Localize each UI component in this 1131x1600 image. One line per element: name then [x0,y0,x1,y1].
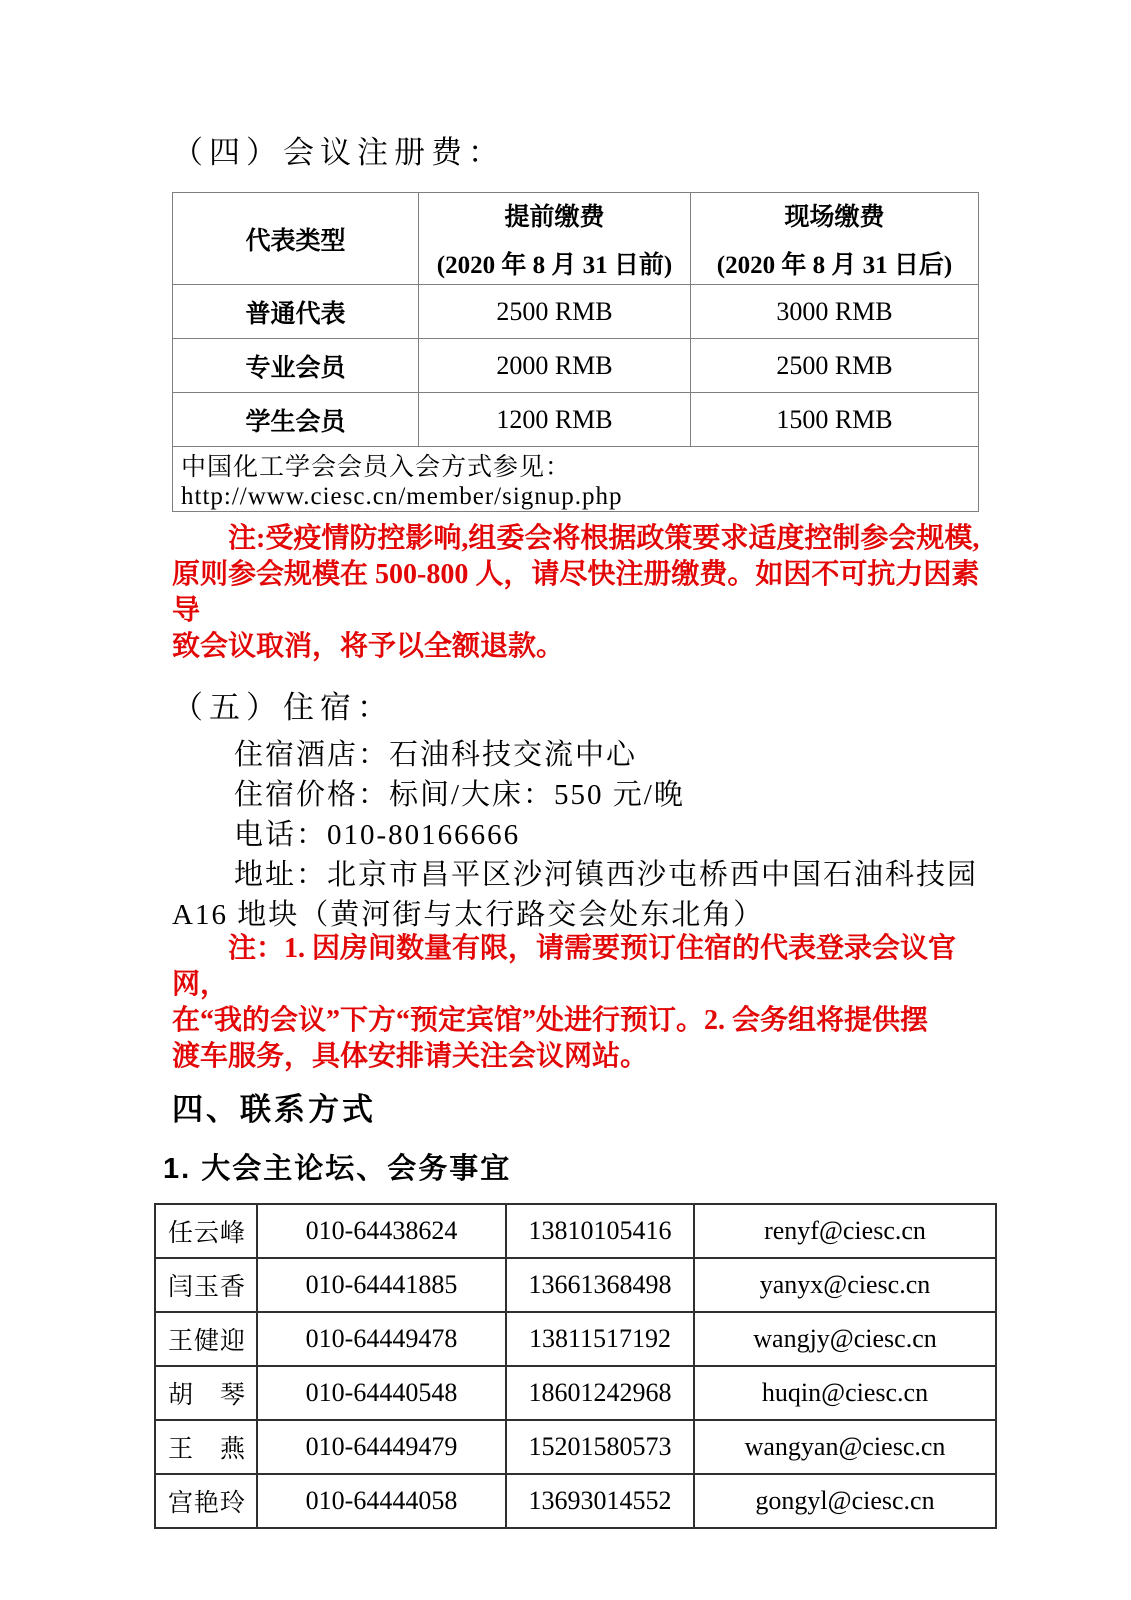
contact-email-cell: huqin@ciesc.cn [694,1366,996,1420]
hotel-note [172,931,986,1075]
fee-type-cell: 专业会员 [173,339,419,393]
contact-mobile-cell: 13693014552 [506,1474,694,1528]
fee-note-line: 原则参会规模在 500-800 人，请尽快注册缴费。如因不可抗力因素导 [172,559,980,626]
fee-early-cell: 2500 RMB [419,285,691,339]
fee-header-onsite-cell [691,193,979,285]
fee-header-type-cell: 代表类型 [173,193,419,285]
fee-early-cell: 2000 RMB [419,339,691,393]
hotel-info-line: 电话：010-80166666 [234,819,521,851]
contact-section-heading: 四、联系方式 [172,1092,376,1127]
contact-table-row [155,1312,996,1366]
fee-table-row [173,393,979,447]
fee-header-onsite-date: (2020 年 8 月 31 日后) [716,251,953,279]
contact-phone-cell: 010-64440548 [257,1366,506,1420]
contact-email-cell: gongyl@ciesc.cn [694,1474,996,1528]
fee-note-line: 致会议取消，将予以全额退款。 [172,631,565,662]
contact-subheading: 1. 大会主论坛、会务事宜 [163,1153,512,1185]
contact-name-cell: 闫玉香 [155,1258,257,1312]
contact-table-row [155,1420,996,1474]
fee-note [172,521,986,665]
contact-mobile-cell: 18601242968 [506,1366,694,1420]
contact-table-row [155,1366,996,1420]
fee-onsite-cell: 2500 RMB [691,339,979,393]
hotel-info-line: 住宿酒店：石油科技交流中心 [234,739,638,771]
contact-phone-cell: 010-64441885 [257,1258,506,1312]
contact-name-cell: 任云峰 [155,1204,257,1258]
hotel-info [172,735,986,935]
fee-section-heading: （四）会议注册费： [172,135,505,170]
hotel-section-heading: （五）住宿： [172,690,394,725]
contact-phone-cell: 010-64449478 [257,1312,506,1366]
contact-phone-cell: 010-64438624 [257,1204,506,1258]
hotel-info-line: 住宿价格：标间/大床：550 元/晚 [234,779,685,811]
contact-name-cell: 宫艳玲 [155,1474,257,1528]
fee-onsite-cell: 1500 RMB [691,393,979,447]
fee-type-cell: 学生会员 [173,393,419,447]
fee-note-line: 注:受疫情防控影响,组委会将根据政策要求适度控制参会规模, [228,523,980,554]
contact-mobile-cell: 15201580573 [506,1420,694,1474]
contact-table-row [155,1474,996,1528]
hotel-info-line: 地址：北京市昌平区沙河镇西沙屯桥西中国石油科技园 [234,859,979,891]
contact-phone-cell: 010-64444058 [257,1474,506,1528]
fee-table-header-row [173,193,979,285]
fee-header-early-title: 提前缴费 [504,202,605,231]
contact-mobile-cell: 13811517192 [506,1312,694,1366]
contact-mobile-cell: 13810105416 [506,1204,694,1258]
fee-table-footer-row [173,447,979,512]
hotel-note-line: 渡车服务，具体安排请关注会议网站。 [172,1041,649,1072]
fee-early-cell: 1200 RMB [419,393,691,447]
fee-header-early-cell [419,193,691,285]
contact-mobile-cell: 13661368498 [506,1258,694,1312]
contact-email-cell: renyf@ciesc.cn [694,1204,996,1258]
fee-type-cell: 普通代表 [173,285,419,339]
contact-phone-cell: 010-64449479 [257,1420,506,1474]
contact-table-row [155,1258,996,1312]
contact-table [154,1203,997,1529]
contact-table-row [155,1204,996,1258]
contact-email-cell: wangyan@ciesc.cn [694,1420,996,1474]
contact-name-cell: 胡 琴 [155,1366,257,1420]
hotel-info-line: A16 地块（黄河街与太行路交会处东北角） [172,899,765,931]
fee-header-onsite-title: 现场缴费 [784,202,885,231]
hotel-note-line: 注：1. 因房间数量有限，请需要预订住宿的代表登录会议官网， [172,933,957,1000]
fee-table-row [173,285,979,339]
fee-table-footer-note: 中国化工学会会员入会方式参见：http://www.ciesc.cn/member/signup.php [173,447,979,512]
fee-table-row [173,339,979,393]
contact-name-cell: 王健迎 [155,1312,257,1366]
fee-table [172,192,979,512]
contact-email-cell: wangjy@ciesc.cn [694,1312,996,1366]
fee-onsite-cell: 3000 RMB [691,285,979,339]
hotel-note-line: 在“我的会议”下方“预定宾馆”处进行预订。2. 会务组将提供摆 [172,1005,929,1036]
contact-email-cell: yanyx@ciesc.cn [694,1258,996,1312]
fee-header-early-date: (2020 年 8 月 31 日前) [436,251,673,279]
contact-name-cell: 王 燕 [155,1420,257,1474]
